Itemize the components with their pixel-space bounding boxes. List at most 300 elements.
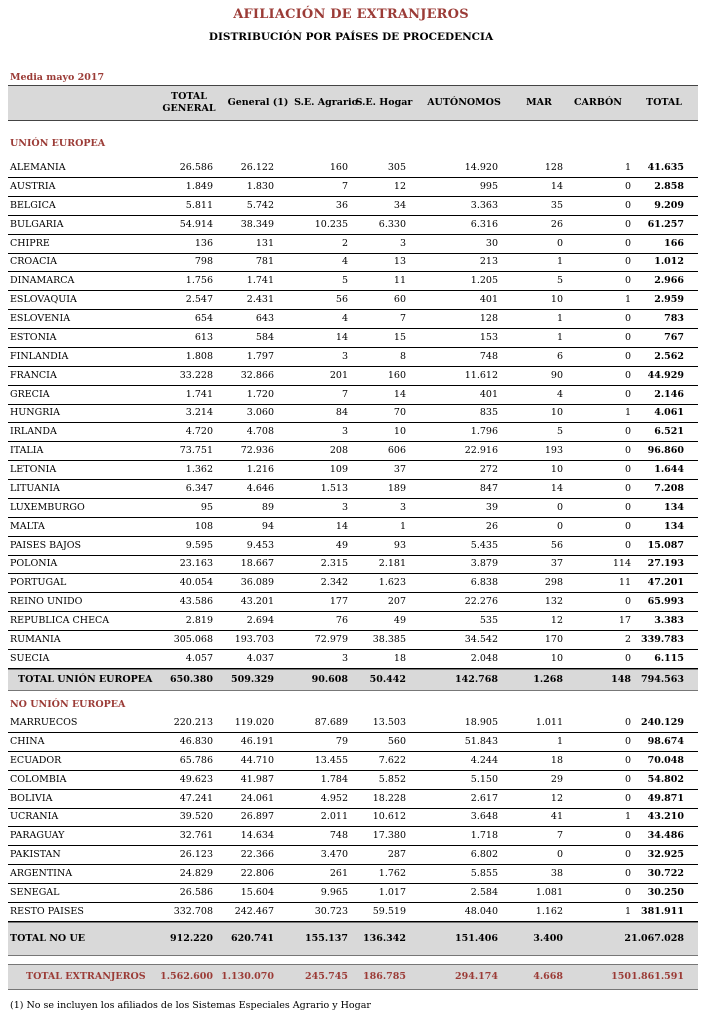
row-label: BOLIVIA: [10, 792, 53, 804]
cell-mar: 14: [550, 482, 563, 494]
cell-total-general: 24.829: [179, 868, 213, 880]
cell-autonomos: 213: [479, 256, 498, 268]
cell-mar: 1.081: [535, 886, 563, 898]
cell-se-hogar: 14: [393, 388, 406, 400]
cell-autonomos: 22.916: [464, 445, 498, 457]
cell-carbon: 1: [624, 294, 631, 306]
cell-mar: 1: [556, 256, 563, 268]
table-row: [8, 612, 698, 631]
cell-total-general: 43.586: [179, 596, 213, 608]
total-values: [8, 968, 698, 986]
cell-se-hogar: 15: [393, 331, 406, 343]
cell-autonomos: 34.542: [464, 634, 498, 645]
cell-total: 6.521: [654, 426, 684, 438]
cell-se-agrario: 155.137: [305, 933, 348, 944]
cell-general: 14.634: [240, 830, 274, 842]
cell-total-general: 332.708: [173, 905, 213, 917]
cell-se-hogar: 6.330: [378, 218, 406, 230]
cell-se-hogar: 34: [393, 199, 406, 211]
row-label: LUXEMBURGO: [10, 501, 85, 513]
cell-mar: 14: [550, 180, 563, 192]
cell-total: 30.722: [647, 868, 684, 880]
cell-carbon: 0: [624, 520, 631, 532]
cell-total: 70.048: [647, 754, 684, 766]
table-row: [8, 593, 698, 612]
cell-autonomos: 995: [479, 180, 498, 192]
cell-mar: 35: [550, 199, 563, 211]
cell-total: 240.129: [641, 717, 684, 728]
row-label: AUSTRIA: [10, 180, 56, 192]
cell-total-general: 912.220: [170, 933, 213, 944]
cell-carbon: 0: [624, 256, 631, 268]
cell-se-agrario: 72.979: [314, 634, 348, 645]
cell-total: 381.911: [641, 905, 684, 917]
cell-total: 2.966: [654, 275, 684, 287]
row-label: TOTAL UNIÓN EUROPEA: [18, 674, 153, 685]
cell-total-general: 95: [200, 501, 213, 513]
cell-se-agrario: 261: [329, 868, 348, 880]
cell-total: 9.209: [654, 199, 684, 211]
cell-se-agrario: 2.315: [320, 558, 348, 570]
cell-se-hogar: 60: [393, 294, 406, 306]
row-label: ESLOVAQUIA: [10, 294, 77, 306]
row-label: RUMANIA: [10, 634, 61, 645]
cell-total: 134: [664, 520, 684, 532]
cell-mar: 41: [550, 811, 563, 823]
cell-se-agrario: 9.965: [320, 886, 348, 898]
cell-total-general: 32.761: [179, 830, 213, 842]
cell-autonomos: 2.617: [470, 792, 498, 804]
row-label: CHIPRE: [10, 237, 50, 249]
table-row: [8, 367, 698, 386]
cell-mar: 10: [550, 294, 563, 306]
cell-total-general: 54.914: [179, 218, 213, 230]
header-se-hogar: S.E. Hogar: [355, 97, 413, 108]
cell-total: 7.208: [654, 482, 684, 494]
table-row: [8, 631, 698, 650]
cell-general: 44.710: [240, 754, 274, 766]
cell-autonomos: 30: [485, 237, 498, 249]
cell-general: 89: [261, 501, 274, 513]
cell-total: 767: [664, 331, 684, 343]
cell-general: 193.703: [234, 634, 274, 645]
cell-total: 65.993: [647, 596, 684, 608]
cell-se-agrario: 2.342: [320, 577, 348, 589]
cell-mar: 12: [550, 615, 563, 627]
cell-se-agrario: 5: [341, 275, 348, 287]
table-row: [8, 537, 698, 556]
cell-total: 1.012: [654, 256, 684, 268]
cell-se-agrario: 84: [335, 407, 348, 419]
row-label: BELGICA: [10, 199, 56, 211]
cell-total: 1.067.028: [631, 933, 684, 944]
cell-se-agrario: 4: [341, 256, 348, 268]
table-row: [8, 253, 698, 272]
cell-autonomos: 6.316: [470, 218, 498, 230]
cell-se-hogar: 1.762: [378, 868, 406, 880]
eu-section-title: UNIÓN EUROPEA: [10, 138, 106, 149]
cell-autonomos: 11.612: [464, 369, 498, 381]
cell-total: 41.635: [647, 162, 684, 173]
cell-se-hogar: 38.385: [372, 634, 406, 645]
row-label: CHINA: [10, 735, 45, 747]
cell-se-hogar: 18: [393, 652, 406, 664]
cell-se-agrario: 748: [329, 830, 348, 842]
table-row: [8, 846, 698, 865]
cell-autonomos: 151.406: [455, 933, 498, 944]
cell-general: 18.667: [240, 558, 274, 570]
cell-total: 1.861.591: [631, 971, 684, 982]
cell-carbon: 0: [624, 199, 631, 211]
cell-total-general: 2.819: [185, 615, 213, 627]
row-label: IRLANDA: [10, 426, 57, 438]
row-label: MALTA: [10, 520, 45, 532]
cell-se-hogar: 10: [393, 426, 406, 438]
row-label: FRANCIA: [10, 369, 57, 381]
cell-se-hogar: 93: [393, 539, 406, 551]
grand-total-row: [8, 964, 698, 990]
cell-general: 4.708: [246, 426, 274, 438]
cell-autonomos: 3.879: [470, 558, 498, 570]
cell-total-general: 26.586: [179, 162, 213, 173]
cell-total: 15.087: [647, 539, 684, 551]
cell-se-agrario: 79: [335, 735, 348, 747]
cell-se-hogar: 12: [393, 180, 406, 192]
cell-carbon: 0: [624, 596, 631, 608]
cell-total-general: 23.163: [179, 558, 213, 570]
cell-autonomos: 6.838: [470, 577, 498, 589]
cell-mar: 0: [556, 237, 563, 249]
cell-autonomos: 2.048: [470, 652, 498, 664]
cell-mar: 26: [550, 218, 563, 230]
cell-total-general: 26.586: [179, 886, 213, 898]
cell-se-agrario: 2: [341, 237, 348, 249]
cell-se-agrario: 14: [335, 520, 348, 532]
cell-carbon: 1: [624, 407, 631, 419]
cell-carbon: 0: [624, 792, 631, 804]
cell-se-agrario: 14: [335, 331, 348, 343]
cell-se-hogar: 160: [387, 369, 406, 381]
cell-total-general: 47.241: [179, 792, 213, 804]
cell-mar: 1.162: [535, 905, 563, 917]
cell-general: 46.191: [240, 735, 274, 747]
cell-general: 26.122: [240, 162, 274, 173]
table-row: [8, 808, 698, 827]
cell-se-agrario: 30.723: [314, 905, 348, 917]
cell-autonomos: 847: [479, 482, 498, 494]
footnote: (1) No se incluyen los afiliados de los Sistemas Especiales Agrario y Hogar: [10, 1000, 371, 1011]
cell-mar: 56: [550, 539, 563, 551]
cell-carbon: 0: [624, 539, 631, 551]
row-label: POLONIA: [10, 558, 58, 570]
header-total: TOTAL: [646, 97, 682, 108]
table-row: [8, 197, 698, 216]
cell-se-hogar: 49: [393, 615, 406, 627]
cell-general: 509.329: [231, 674, 274, 685]
cell-carbon: 1: [624, 162, 631, 173]
row-label: BULGARIA: [10, 218, 64, 230]
cell-general: 1.130.070: [221, 971, 274, 982]
cell-total-general: 40.054: [179, 577, 213, 589]
cell-general: 41.987: [240, 773, 274, 785]
row-label: DINAMARCA: [10, 275, 75, 287]
cell-mar: 0: [556, 849, 563, 861]
cell-carbon: 0: [624, 501, 631, 513]
cell-se-agrario: 7: [341, 180, 348, 192]
cell-total-general: 798: [194, 256, 213, 268]
cell-mar: 5: [556, 275, 563, 287]
row-label: LETONIA: [10, 464, 57, 476]
cell-total-general: 49.623: [179, 773, 213, 785]
cell-autonomos: 835: [479, 407, 498, 419]
cell-se-hogar: 70: [393, 407, 406, 419]
cell-carbon: 17: [618, 615, 631, 627]
cell-carbon: 11: [618, 577, 631, 589]
cell-autonomos: 401: [479, 388, 498, 400]
cell-autonomos: 22.276: [464, 596, 498, 608]
cell-mar: 29: [550, 773, 563, 785]
page-title: AFILIACIÓN DE EXTRANJEROS: [233, 7, 469, 22]
cell-carbon: 0: [624, 886, 631, 898]
cell-mar: 12: [550, 792, 563, 804]
row-label: REPUBLICA CHECA: [10, 615, 110, 627]
cell-total: 783: [664, 313, 684, 325]
cell-se-agrario: 4.952: [320, 792, 348, 804]
cell-se-hogar: 3: [399, 237, 406, 249]
row-label: TOTAL NO UE: [10, 933, 86, 944]
cell-autonomos: 1.718: [470, 830, 498, 842]
cell-mar: 0: [556, 501, 563, 513]
cell-se-hogar: 50.442: [369, 674, 406, 685]
cell-se-hogar: 2.181: [378, 558, 406, 570]
cell-carbon: 148: [611, 674, 631, 685]
cell-total-general: 1.362: [185, 464, 213, 476]
cell-se-agrario: 245.745: [305, 971, 348, 982]
cell-general: 1.741: [246, 275, 274, 287]
cell-general: 9.453: [246, 539, 274, 551]
cell-total-general: 1.741: [185, 388, 213, 400]
cell-se-agrario: 208: [329, 445, 348, 457]
cell-autonomos: 39: [485, 501, 498, 513]
table-row: [8, 272, 698, 291]
cell-se-agrario: 201: [329, 369, 348, 381]
cell-carbon: 1: [624, 905, 631, 917]
table-row: [8, 348, 698, 367]
cell-carbon: 0: [624, 313, 631, 325]
cell-general: 2.694: [246, 615, 274, 627]
cell-total-general: 1.808: [185, 350, 213, 362]
cell-carbon: 0: [624, 849, 631, 861]
cell-total: 166: [664, 237, 684, 249]
table-row: [8, 771, 698, 790]
cell-autonomos: 3.648: [470, 811, 498, 823]
cell-general: 643: [255, 313, 274, 325]
table-row: [8, 790, 698, 809]
row-label: FINLANDIA: [10, 350, 69, 362]
cell-carbon: 0: [624, 218, 631, 230]
cell-se-agrario: 36: [335, 199, 348, 211]
cell-se-agrario: 3.470: [320, 849, 348, 861]
cell-se-hogar: 7: [399, 313, 406, 325]
cell-carbon: 0: [624, 350, 631, 362]
cell-se-hogar: 17.380: [372, 830, 406, 842]
header-total-general: TOTAL GENERAL: [162, 91, 216, 114]
cell-se-hogar: 37: [393, 464, 406, 476]
cell-autonomos: 153: [479, 331, 498, 343]
table-row: [8, 903, 698, 922]
cell-carbon: 0: [624, 754, 631, 766]
eu-total-row: [8, 669, 698, 691]
table-header: [8, 85, 698, 121]
cell-carbon: 0: [624, 445, 631, 457]
table-row: [8, 714, 698, 733]
cell-se-hogar: 606: [387, 445, 406, 457]
row-label: ECUADOR: [10, 754, 62, 766]
cell-total: 2.562: [654, 350, 684, 362]
table-row: [8, 442, 698, 461]
cell-general: 3.060: [246, 407, 274, 419]
header-autonomos: AUTÓNOMOS: [427, 97, 501, 108]
cell-se-agrario: 2.011: [320, 811, 348, 823]
cell-autonomos: 4.244: [470, 754, 498, 766]
cell-general: 584: [255, 331, 274, 343]
cell-general: 1.720: [246, 388, 274, 400]
cell-mar: 18: [550, 754, 563, 766]
row-label: UCRANIA: [10, 811, 59, 823]
cell-carbon: 0: [624, 482, 631, 494]
total-values: [8, 930, 698, 948]
cell-autonomos: 26: [485, 520, 498, 532]
cell-mar: 5: [556, 426, 563, 438]
table-row: [8, 574, 698, 593]
cell-autonomos: 401: [479, 294, 498, 306]
cell-total: 27.193: [647, 558, 684, 570]
row-label: HUNGRIA: [10, 407, 60, 419]
cell-total-general: 1.562.600: [160, 971, 213, 982]
cell-mar: 10: [550, 407, 563, 419]
cell-general: 94: [261, 520, 274, 532]
cell-se-hogar: 136.342: [363, 933, 406, 944]
cell-total: 34.486: [647, 830, 684, 842]
table-row: [8, 310, 698, 329]
cell-mar: 1.268: [533, 674, 563, 685]
cell-total-general: 46.830: [179, 735, 213, 747]
cell-se-hogar: 1.017: [378, 886, 406, 898]
cell-mar: 37: [550, 558, 563, 570]
cell-se-hogar: 287: [387, 849, 406, 861]
row-label: PORTUGAL: [10, 577, 67, 589]
row-label: PAKISTAN: [10, 849, 61, 861]
cell-general: 36.089: [240, 577, 274, 589]
cell-total-general: 4.057: [185, 652, 213, 664]
cell-carbon: 0: [624, 426, 631, 438]
cell-se-hogar: 1.623: [378, 577, 406, 589]
cell-se-agrario: 87.689: [314, 717, 348, 728]
cell-mar: 4.668: [533, 971, 563, 982]
cell-general: 1.830: [246, 180, 274, 192]
row-label: COLOMBIA: [10, 773, 67, 785]
cell-se-agrario: 10.235: [314, 218, 348, 230]
cell-autonomos: 3.363: [470, 199, 498, 211]
header-se-agrario: S.E. Agrario: [294, 97, 358, 108]
cell-se-hogar: 3: [399, 501, 406, 513]
cell-total: 98.674: [647, 735, 684, 747]
row-label: GRECIA: [10, 388, 50, 400]
cell-total-general: 5.811: [185, 199, 213, 211]
cell-autonomos: 5.855: [470, 868, 498, 880]
cell-se-agrario: 13.455: [314, 754, 348, 766]
cell-total-general: 136: [194, 237, 213, 249]
row-label: SUECIA: [10, 652, 50, 664]
cell-carbon: 0: [624, 275, 631, 287]
cell-general: 242.467: [234, 905, 274, 917]
cell-carbon: 150: [611, 971, 631, 982]
cell-total: 3.383: [654, 615, 684, 627]
cell-se-hogar: 59.519: [372, 905, 406, 917]
row-label: RESTO PAISES: [10, 905, 84, 917]
cell-general: 26.897: [240, 811, 274, 823]
cell-total-general: 9.595: [185, 539, 213, 551]
cell-total-general: 108: [194, 520, 213, 532]
cell-mar: 0: [556, 520, 563, 532]
cell-se-hogar: 10.612: [372, 811, 406, 823]
cell-se-agrario: 3: [341, 350, 348, 362]
row-label: PARAGUAY: [10, 830, 65, 842]
cell-total: 96.860: [647, 445, 684, 457]
row-label: MARRUECOS: [10, 717, 78, 728]
cell-se-hogar: 189: [387, 482, 406, 494]
cell-total-general: 1.756: [185, 275, 213, 287]
table-row: [8, 423, 698, 442]
cell-mar: 90: [550, 369, 563, 381]
row-label: REINO UNIDO: [10, 596, 83, 608]
cell-mar: 1.011: [535, 717, 563, 728]
cell-se-hogar: 13: [393, 256, 406, 268]
cell-se-hogar: 5.852: [378, 773, 406, 785]
cell-mar: 7: [556, 830, 563, 842]
table-row: [8, 291, 698, 310]
cell-total-general: 1.849: [185, 180, 213, 192]
cell-se-agrario: 90.608: [311, 674, 348, 685]
cell-mar: 1: [556, 313, 563, 325]
cell-total: 2.858: [654, 180, 684, 192]
cell-se-hogar: 18.228: [372, 792, 406, 804]
table-row: [8, 480, 698, 499]
cell-carbon: 0: [624, 464, 631, 476]
cell-total: 1.644: [654, 464, 684, 476]
cell-mar: 128: [544, 162, 563, 173]
cell-mar: 4: [556, 388, 563, 400]
table-row: [8, 499, 698, 518]
table-row: [8, 178, 698, 197]
non-eu-total-row: [8, 922, 698, 956]
cell-total: 47.201: [647, 577, 684, 589]
row-label: ESLOVENIA: [10, 313, 71, 325]
cell-general: 43.201: [240, 596, 274, 608]
cell-total-general: 4.720: [185, 426, 213, 438]
cell-carbon: 2: [624, 634, 631, 645]
row-label: ALEMANIA: [10, 162, 66, 173]
cell-total-general: 73.751: [179, 445, 213, 457]
cell-carbon: 1: [624, 811, 631, 823]
row-label: LITUANIA: [10, 482, 60, 494]
cell-total-general: 654: [194, 313, 213, 325]
cell-se-hogar: 305: [387, 162, 406, 173]
cell-mar: 38: [550, 868, 563, 880]
cell-general: 4.646: [246, 482, 274, 494]
cell-total: 2.146: [654, 388, 684, 400]
cell-general: 1.797: [246, 350, 274, 362]
